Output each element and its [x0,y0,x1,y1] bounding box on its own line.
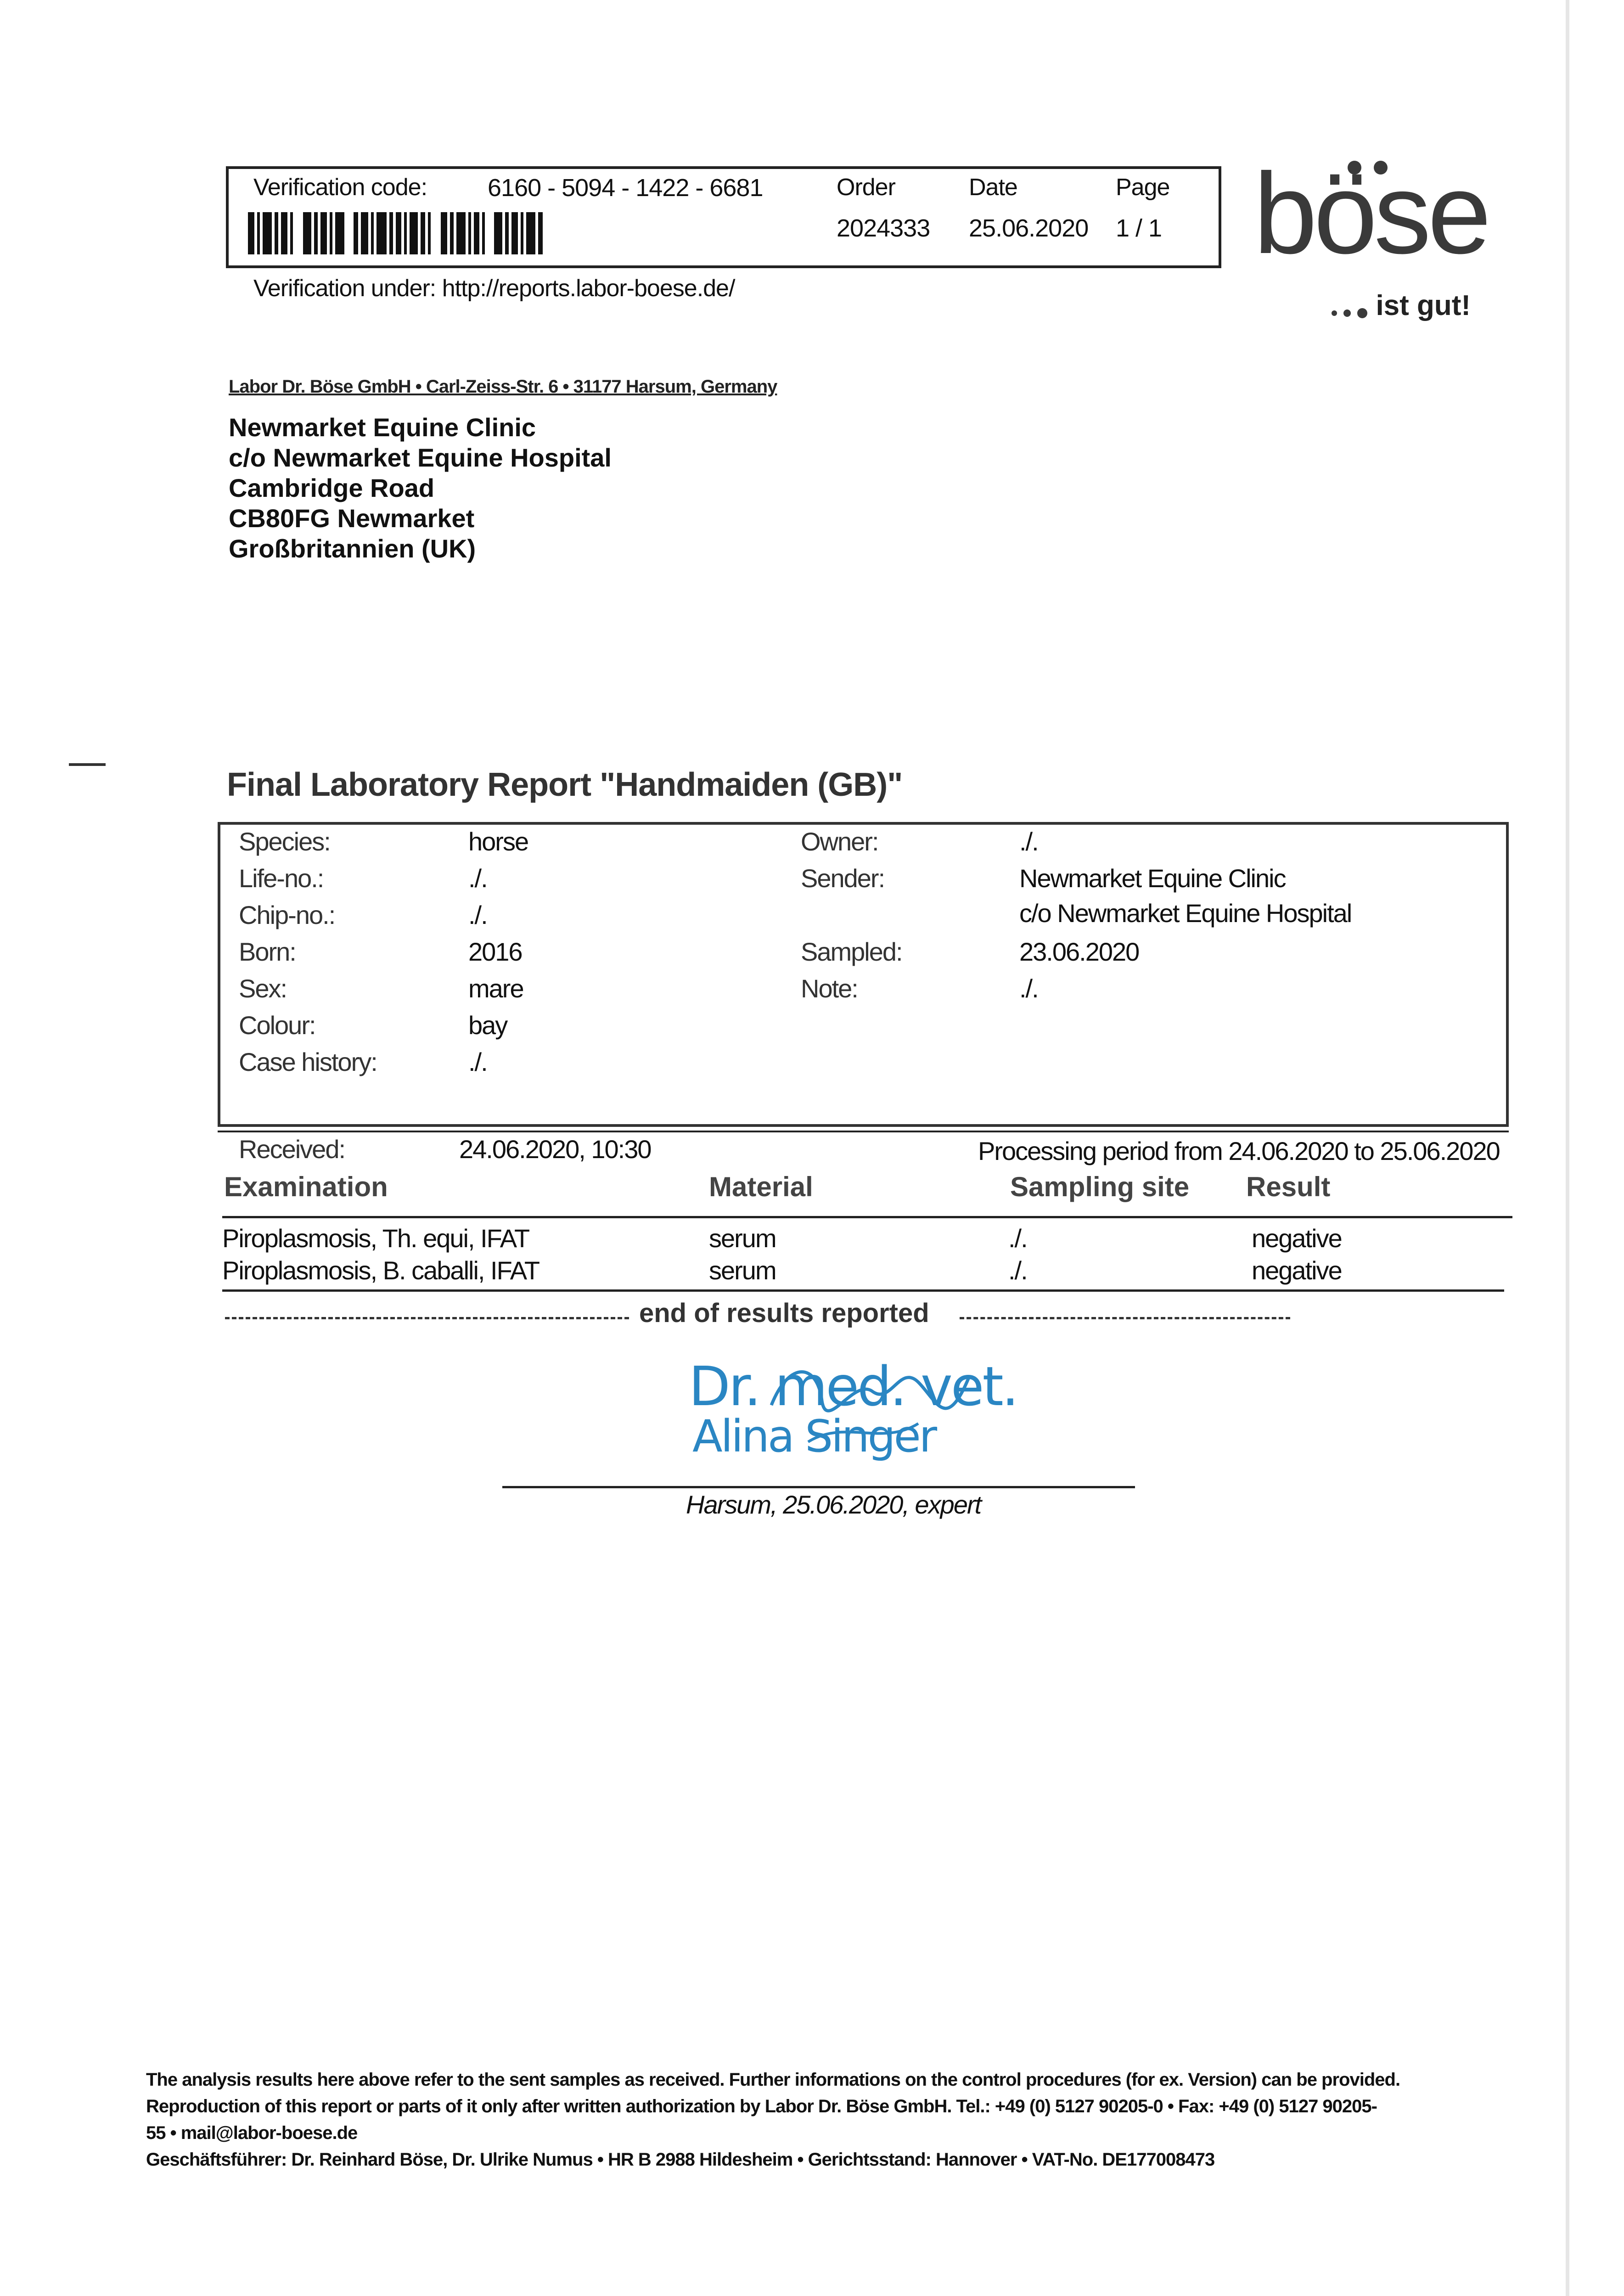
date-value: 25.06.2020 [969,214,1089,242]
end-of-results-text: end of results reported [639,1298,929,1328]
recipient-address [229,412,612,564]
page-value: 1 / 1 [1116,214,1162,242]
result-examination: Piroplasmosis, B. caballi, IFAT [222,1256,539,1285]
barcode-image [248,212,569,254]
recipient-line: Großbritannien (UK) [229,534,476,563]
footer-line: 55 • mail@labor-boese.de [146,2123,358,2143]
sender-value-line2: c/o Newmarket Equine Hospital [1019,899,1352,928]
logo-tagline-row [1332,289,1471,322]
signature-stamp-line2: Alina Singer [692,1411,936,1462]
tagline-dot [1357,308,1367,318]
colour-value: bay [468,1011,507,1040]
order-label: Order [837,174,895,201]
born-value: 2016 [468,937,522,966]
logo-tagline: ist gut! [1376,290,1471,321]
case-history-label: Case history: [239,1047,377,1076]
result-sampling-site: ./. [1008,1256,1027,1285]
dashed-rule-left [225,1317,629,1319]
result-material: serum [709,1256,776,1285]
footer-line: The analysis results here above refer to the sent samples as received. Further informations on the control procedures (for ex. Version) can be provided. [146,2070,1400,2090]
footer-line: Reproduction of this report or parts of it only after written authorization by Labor Dr. Böse GmbH. Tel.: +49 (0) 5127 90205-0 • Fax: +49 (0) 5127 90205- [146,2096,1377,2116]
species-label: Species: [239,827,330,856]
sampled-label: Sampled: [801,937,902,966]
dashed-rule-right [960,1317,1290,1319]
divider-line [218,1131,1509,1132]
column-header-examination: Examination [224,1171,388,1202]
chipno-value: ./. [468,900,487,929]
sex-value: mare [468,974,523,1003]
signature-caption: Harsum, 25.06.2020, expert [686,1490,981,1519]
sex-label: Sex: [239,974,287,1003]
result-material: serum [709,1224,776,1253]
verification-label: Verification code: [253,174,427,201]
column-header-result: Result [1246,1171,1331,1202]
sender-value-line1: Newmarket Equine Clinic [1019,864,1286,893]
sampled-value: 23.06.2020 [1019,937,1139,966]
report-title: Final Laboratory Report "Handmaiden (GB)" [227,766,903,803]
page-label: Page [1116,174,1170,201]
species-value: horse [468,827,528,856]
sender-address-line: Labor Dr. Böse GmbH • Carl-Zeiss-Str. 6 • 31177 Harsum, Germany [229,377,777,397]
date-label: Date [969,174,1017,201]
result-sampling-site: ./. [1008,1224,1027,1253]
footer-legal-text [146,2066,1523,2173]
chipno-label: Chip-no.: [239,900,335,929]
born-label: Born: [239,937,296,966]
case-history-value: ./. [468,1047,487,1076]
received-label: Received: [239,1135,345,1164]
result-value: negative [1252,1256,1342,1285]
note-label: Note: [801,974,858,1003]
processing-period: Processing period from 24.06.2020 to 25.06.2020 [978,1137,1500,1165]
recipient-line: c/o Newmarket Equine Hospital [229,443,612,472]
lifeno-label: Life-no.: [239,864,324,893]
tagline-dot [1332,310,1337,316]
table-header-rule [222,1216,1512,1218]
signature-stamp-line1: Dr. med. vet. [689,1355,1017,1418]
result-examination: Piroplasmosis, Th. equi, IFAT [222,1224,529,1253]
recipient-line: CB80FG Newmarket [229,504,475,533]
fold-mark [69,763,106,766]
tagline-dot [1343,310,1351,317]
footer-line: Geschäftsführer: Dr. Reinhard Böse, Dr. Ulrike Numus • HR B 2988 Hildesheim • Gerichtsstand: Hannover • VAT-No. DE177008473 [146,2150,1215,2170]
owner-value: ./. [1019,827,1038,856]
verification-code: 6160 - 5094 - 1422 - 6681 [488,174,763,202]
received-value: 24.06.2020, 10:30 [459,1135,651,1164]
note-value: ./. [1019,974,1038,1003]
order-value: 2024333 [837,214,930,242]
result-value: negative [1252,1224,1342,1253]
recipient-line: Cambridge Road [229,473,435,502]
boese-logo [1253,149,1511,335]
page-edge-shadow [1566,0,1569,2296]
column-header-material: Material [709,1171,813,1202]
signature-scribble [753,1350,1010,1460]
owner-label: Owner: [801,827,878,856]
signature-line [502,1486,1135,1488]
column-header-sampling-site: Sampling site [1010,1171,1190,1202]
recipient-line: Newmarket Equine Clinic [229,413,536,442]
colour-label: Colour: [239,1011,315,1040]
table-bottom-rule [222,1289,1504,1292]
logo-wordmark: böse [1253,149,1488,277]
verification-url: Verification under: http://reports.labor-boese.de/ [253,275,735,302]
lifeno-value: ./. [468,864,487,893]
sender-label: Sender: [801,864,885,893]
